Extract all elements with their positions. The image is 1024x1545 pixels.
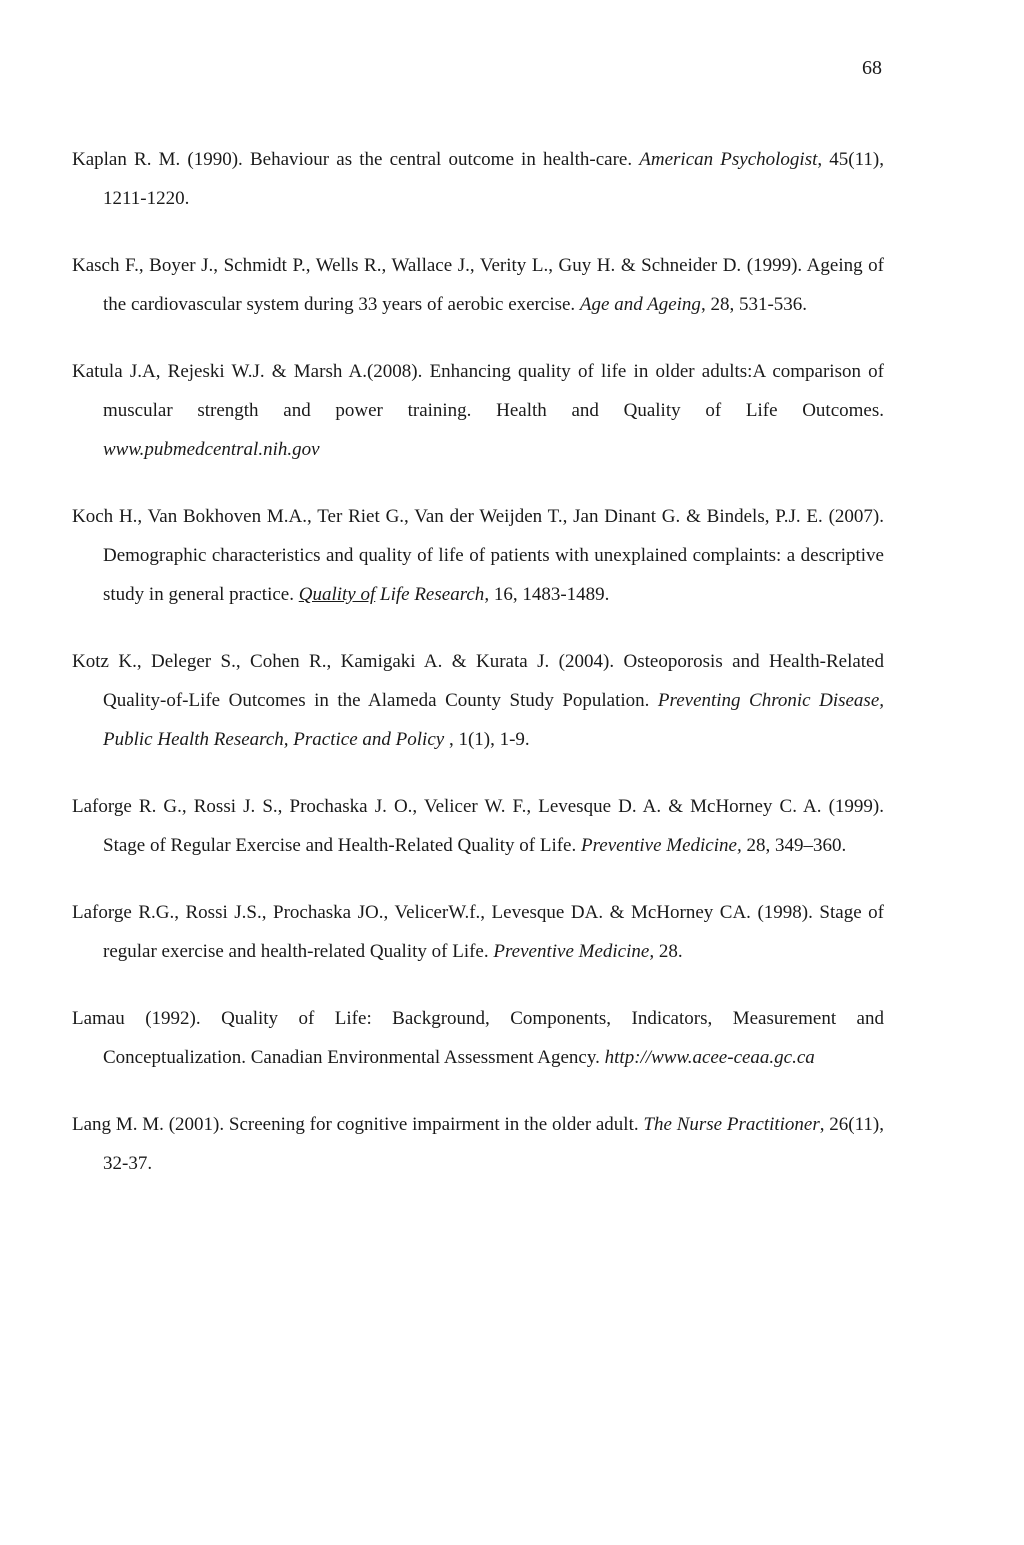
reference-source-title: Age and Ageing (579, 294, 701, 315)
reference-entry (72, 140, 884, 218)
reference-text: Kasch F., Boyer J., Schmidt P., Wells R., Wallace J., Verity L., Guy H. & Schneider D. (1999). Ageing of the cardiovascular system during 33 years of aerobic exercise. (72, 255, 884, 315)
reference-list (72, 140, 884, 1183)
reference-entry (72, 893, 884, 971)
reference-text: 28. (654, 941, 683, 962)
reference-text: , 45(11), 1211-1220. (103, 149, 884, 209)
reference-source-title: Quality of (298, 584, 376, 605)
reference-text: Kaplan R. M. (1990). Behaviour as the central outcome in health-care. (72, 149, 640, 170)
reference-text: , 1(1), 1-9. (444, 729, 530, 750)
reference-text: Laforge R.G., Rossi J.S., Prochaska JO., VelicerW.f., Levesque DA. & McHorney CA. (1998). Stage of regular exercise and health-related Quality of Life. (72, 902, 884, 962)
reference-text: Lamau (1992). Quality of Life: Background, Components, Indicators, Measurement and Conceptualization. Canadian Environmental Assessment Agency. (72, 1008, 884, 1068)
reference-entry (72, 999, 884, 1077)
reference-text: 28, 349–360. (741, 835, 847, 856)
reference-entry (72, 246, 884, 324)
reference-source-title: Preventive Medicine, (493, 941, 655, 962)
reference-source-title: www.pubmedcentral.nih.gov (103, 439, 320, 460)
reference-source-title: American Psychologist (639, 149, 818, 170)
reference-source-title: Preventive Medicine, (581, 835, 742, 856)
reference-source-title: http://www.acee-ceaa.gc.ca (604, 1047, 815, 1068)
reference-text: , 26(11), 32-37. (103, 1114, 885, 1174)
reference-text: Kotz K., Deleger S., Cohen R., Kamigaki A. & Kurata J. (2004). Osteoporosis and Health-Related Quality-of-Life Outcomes in the Alameda County Study Population. (72, 651, 884, 711)
reference-text: , 28, 531-536. (700, 294, 808, 315)
reference-text: Laforge R. G., Rossi J. S., Prochaska J. O., Velicer W. F., Levesque D. A. & McHorney C. A. (1999). Stage of Regular Exercise and Health-Related Quality of Life. (72, 796, 884, 856)
reference-source-title: Preventing Chronic Disease, Public Health Research, Practice and Policy (103, 690, 884, 750)
reference-source-title: Life Research (380, 584, 485, 605)
reference-entry (72, 352, 884, 469)
page-number: 68 (862, 57, 882, 79)
reference-text: , 16, 1483-1489. (484, 584, 610, 605)
reference-source-title: The Nurse Practitioner (643, 1114, 820, 1135)
reference-entry (72, 497, 884, 614)
reference-text: Katula J.A, Rejeski W.J. & Marsh A.(2008). Enhancing quality of life in older adults:A comparison of muscular strength and power training. Health and Quality of Life Outcomes. (72, 361, 884, 421)
reference-text: Lang M. M. (2001). Screening for cognitive impairment in the older adult. (72, 1114, 644, 1135)
reference-entry (72, 1105, 884, 1183)
reference-entry (72, 787, 884, 865)
reference-entry (72, 642, 884, 759)
reference-text: Koch H., Van Bokhoven M.A., Ter Riet G., Van der Weijden T., Jan Dinant G. & Bindels, P.J. E. (2007). Demographic characteristics and quality of life of patients with unexplained complaints: a descriptive study in general practice. (72, 506, 884, 605)
